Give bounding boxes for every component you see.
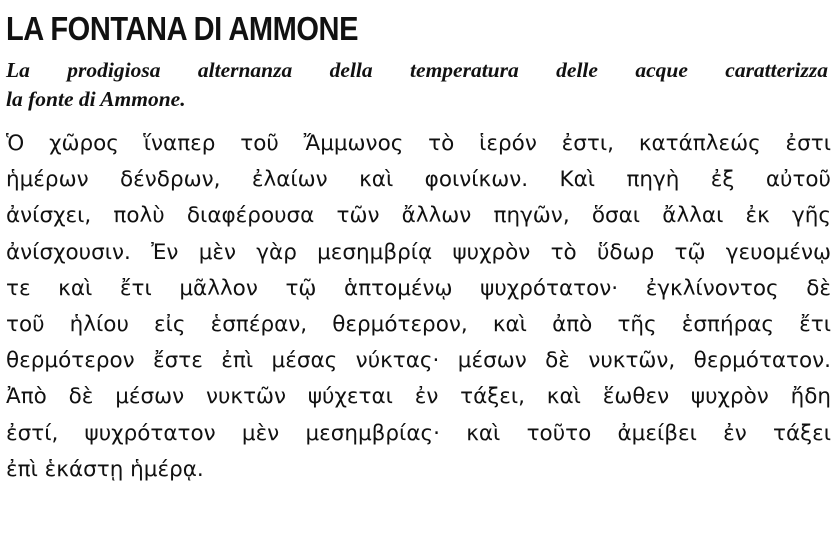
text-line-6: τοῦ ἡλίου εἰς ἑσπέραν, θερμότερον, καὶ ἀπὸ τῆς ἑσπήρας ἔτι xyxy=(6,312,831,338)
text-line-8: Ἀπὸ δὲ μέσων νυκτῶν ψύχεται ἐν τάξει, καὶ ἕωθεν ψυχρὸν ἤδη xyxy=(6,384,831,410)
subtitle-line-2: la fonte di Ammone. xyxy=(6,87,186,111)
subtitle xyxy=(6,56,828,114)
greek-text-body xyxy=(6,126,831,488)
text-line-2: ἡμέρων δένδρων, ἐλαίων καὶ φοινίκων. Καὶ πηγὴ ἐξ αὐτοῦ xyxy=(6,167,831,193)
text-line-10: ἐπὶ ἑκάστῃ ἡμέρᾳ. xyxy=(6,456,204,482)
page-title: LA FONTANA DI AMMONE xyxy=(6,10,359,47)
text-line-4: ἀνίσχουσιν. Ἐν μὲν γὰρ μεσημβρίᾳ ψυχρὸν τὸ ὕδωρ τῷ γευομένῳ xyxy=(6,239,831,265)
text-line-5: τε καὶ ἔτι μᾶλλον τῷ ἁπτομένῳ ψυχρότατον· ἐγκλίνοντος δὲ xyxy=(6,275,831,301)
text-line-9: ἐστί, ψυχρότατον μὲν μεσημβρίας· καὶ τοῦτο ἀμείβει ἐν τάξει xyxy=(6,420,831,446)
text-line-7: θερμότερον ἔστε ἐπὶ μέσας νύκτας· μέσων δὲ νυκτῶν, θερμότατον. xyxy=(6,348,831,374)
subtitle-line-1: La prodigiosa alternanza della temperatura delle acque caratterizza xyxy=(6,58,828,82)
text-line-1: Ὁ χῶρος ἵναπερ τοῦ Ἄμμωνος τὸ ἱερόν ἐστι, κατάπλεώς ἐστι xyxy=(6,131,831,156)
text-line-3: ἀνίσχει, πολὺ διαφέρουσα τῶν ἄλλων πηγῶν, ὅσαι ἄλλαι ἐκ γῆς xyxy=(6,203,831,229)
